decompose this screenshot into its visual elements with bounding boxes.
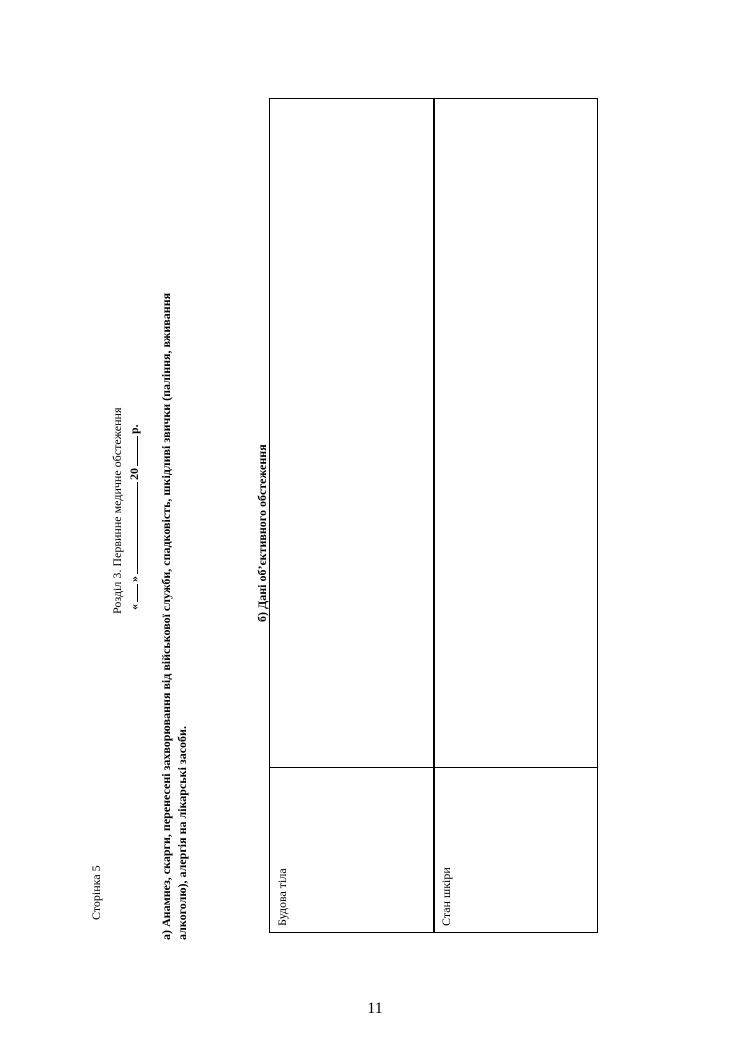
year-suffix: р.: [127, 424, 141, 434]
page-label: Сторінка 5: [89, 865, 103, 920]
day-field[interactable]: [136, 584, 138, 602]
body-build-row: [270, 99, 433, 932]
date-close-quote: »: [127, 576, 141, 582]
date-line: [128, 424, 140, 610]
anamnesis-line-1: а) Анамнез, скарги, перенесені захворювання від військової служби, спадковість, шкідливі звички (паління, вживання: [159, 292, 173, 940]
anamnesis-line-2: алкоголю), алергія на лікарські засоби.: [175, 726, 189, 940]
year-prefix: 20: [127, 468, 141, 480]
examination-table: [269, 98, 598, 933]
skin-condition-label: Стан шкіри: [439, 867, 453, 926]
section-title: [111, 408, 123, 614]
objective-heading: б) Дані об’єктивного обстеження: [255, 444, 269, 622]
section-title-text: Розділ 3. Первинне медичне обстеження: [110, 407, 124, 614]
skin-condition-row: [435, 99, 597, 932]
skin-condition-field[interactable]: [435, 99, 597, 767]
body-build-label: Будова тіла: [275, 868, 289, 926]
body-build-field[interactable]: [270, 99, 433, 767]
year-field[interactable]: [136, 436, 138, 466]
date-open-quote: «: [127, 604, 141, 610]
page-number: 11: [367, 1000, 383, 1017]
month-field[interactable]: [136, 482, 138, 574]
